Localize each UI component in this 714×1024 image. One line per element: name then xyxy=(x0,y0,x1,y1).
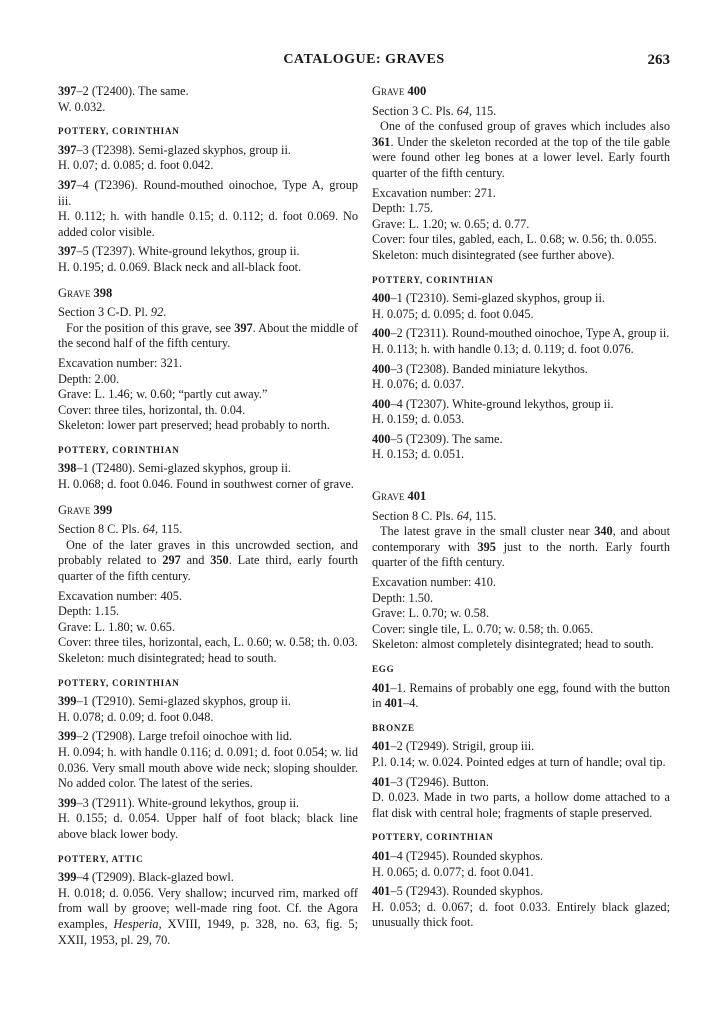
grave-398-section: Section 3 C-D. Pl. 92. xyxy=(58,305,167,320)
entry-401-1: 401–1. Remains of probably one egg, found with the button in 401–4. xyxy=(372,680,670,711)
entry-399-4-measurements: H. 0.018; d. 0.056. Very shallow; incurved rim, marked off from wall by groove; well-made ring foot. Cf. the Agora examples, Hesperia, XVIII, 1949, p. 328, no. 63, fig. 5; XXII, 1953, pl. 29, 70. xyxy=(58,885,358,947)
entry-400-1: 400–1 (T2310). Semi-glazed skyphos, group ii. xyxy=(372,291,605,306)
category-heading: BRONZE xyxy=(372,722,415,733)
grave-400-excavation: Excavation number: 271. xyxy=(372,185,496,200)
entry-397-2-measurements: W. 0.032. xyxy=(58,99,106,114)
entry-400-2-measurements: H. 0.113; h. with handle 0.13; d. 0.119; d. foot 0.076. xyxy=(372,341,634,356)
grave-398-cover: Cover: three tiles, horizontal, th. 0.04. xyxy=(58,402,246,417)
category-heading: POTTERY, CORINTHIAN xyxy=(372,274,494,285)
entry-399-2: 399–2 (T2908). Large trefoil oinochoe with lid. xyxy=(58,729,293,744)
running-head xyxy=(58,52,670,72)
page-number: 263 xyxy=(647,52,670,68)
grave-399-depth: Depth: 1.15. xyxy=(58,604,120,619)
grave-401-depth: Depth: 1.50. xyxy=(372,590,434,605)
entry-400-4: 400–4 (T2307). White-ground lekythos, group ii. xyxy=(372,396,614,411)
category-heading: POTTERY, CORINTHIAN xyxy=(58,444,180,455)
entry-401-4: 401–4 (T2945). Rounded skyphos. xyxy=(372,848,544,863)
grave-heading-400: Grave 400 xyxy=(372,84,427,98)
grave-399-cover: Cover: three tiles, horizontal, each, L. 0.60; w. 0.58; th. 0.03. xyxy=(58,635,358,650)
grave-399-dimensions: Grave: L. 1.80; w. 0.65. xyxy=(58,619,176,634)
category-heading: POTTERY, CORINTHIAN xyxy=(372,832,494,843)
entry-398-1: 398–1 (T2480). Semi-glazed skyphos, group ii. xyxy=(58,461,291,476)
entry-399-3-measurements: H. 0.155; d. 0.054. Upper half of foot black; black line above black lower body. xyxy=(58,811,358,841)
entry-400-1-measurements: H. 0.075; d. 0.095; d. foot 0.045. xyxy=(372,306,534,321)
entry-401-2-measurements: P.l. 0.14; w. 0.024. Pointed edges at turn of handle; oval tip. xyxy=(372,754,666,769)
entry-400-5: 400–5 (T2309). The same. xyxy=(372,431,503,446)
category-heading: POTTERY, CORINTHIAN xyxy=(58,677,180,688)
right-column xyxy=(372,84,670,931)
entry-400-3-measurements: H. 0.076; d. 0.037. xyxy=(372,377,465,392)
grave-398-excavation: Excavation number: 321. xyxy=(58,355,182,370)
grave-401-excavation: Excavation number: 410. xyxy=(372,575,496,590)
entry-400-4-measurements: H. 0.159; d. 0.053. xyxy=(372,412,465,427)
entry-397-5: 397–5 (T2397). White-ground lekythos, group ii. xyxy=(58,244,300,259)
grave-401-cover: Cover: single tile, L. 0.70; w. 0.58; th. 0.065. xyxy=(372,621,594,636)
entry-399-2-measurements: H. 0.094; h. with handle 0.116; d. 0.091; d. foot 0.054; w. lid 0.036. Very small mouth above wide neck; sloping shoulder. No added color. The latest of the series. xyxy=(58,744,358,791)
grave-401-skeleton: Skeleton: almost completely disintegrated; head to south. xyxy=(372,637,654,652)
entry-401-3-measurements: D. 0.023. Made in two parts, a hollow dome attached to a flat disk with central hole; fragments of staple preserved. xyxy=(372,790,670,820)
entry-397-3-measurements: H. 0.07; d. 0.085; d. foot 0.042. xyxy=(58,158,214,173)
grave-398-dimensions: Grave: L. 1.46; w. 0.60; “partly cut away.” xyxy=(58,387,268,402)
entry-397-4-measurements: H. 0.112; h. with handle 0.15; d. 0.112; d. foot 0.069. No added color visible. xyxy=(58,209,358,239)
grave-400-skeleton: Skeleton: much disintegrated (see further above). xyxy=(372,247,615,262)
grave-400-description: One of the confused group of graves which includes also 361. Under the skeleton recorded at the top of the tile gable were found other leg bones at a lower level. Early fourth quarter of the fifth century. xyxy=(372,119,670,180)
grave-399-excavation: Excavation number: 405. xyxy=(58,588,182,603)
grave-399-description: One of the later graves in this uncrowded section, and probably related to 297 and 350. Late third, early fourth quarter of the fifth century. xyxy=(58,537,358,584)
grave-400-cover: Cover: four tiles, gabled, each, L. 0.68; w. 0.56; th. 0.055. xyxy=(372,232,657,247)
category-heading: POTTERY, ATTIC xyxy=(58,853,144,864)
category-heading: POTTERY, CORINTHIAN xyxy=(58,126,180,137)
grave-399-skeleton: Skeleton: much disintegrated; head to south. xyxy=(58,651,277,665)
entry-401-3: 401–3 (T2946). Button. xyxy=(372,774,489,789)
grave-399-section: Section 8 C. Pls. 64, 115. xyxy=(58,522,183,537)
entry-398-1-measurements: H. 0.068; d. foot 0.046. Found in southwest corner of grave. xyxy=(58,477,354,492)
entry-401-2: 401–2 (T2949). Strigil, group iii. xyxy=(372,739,535,754)
entry-400-2: 400–2 (T2311). Round-mouthed oinochoe, Type A, group ii. xyxy=(372,326,670,341)
entry-399-3: 399–3 (T2911). White-ground lekythos, group ii. xyxy=(58,795,300,810)
entry-400-3: 400–3 (T2308). Banded miniature lekythos. xyxy=(372,361,588,376)
entry-401-4-measurements: H. 0.065; d. 0.077; d. foot 0.041. xyxy=(372,864,534,879)
entry-401-5-measurements: H. 0.053; d. 0.067; d. foot 0.033. Entirely black glazed; unusually thick foot. xyxy=(372,899,670,930)
page-title: CATALOGUE: GRAVES xyxy=(283,52,445,67)
grave-401-description: The latest grave in the small cluster near 340, and about contemporary with 395 just to the north. Early fourth quarter of the fifth century. xyxy=(372,524,670,570)
entry-397-2: 397–2 (T2400). The same. xyxy=(58,84,189,98)
entry-399-1-measurements: H. 0.078; d. 0.09; d. foot 0.048. xyxy=(58,709,214,724)
entry-399-4: 399–4 (T2909). Black-glazed bowl. xyxy=(58,870,234,885)
grave-heading-401: Grave 401 xyxy=(372,489,427,504)
entry-399-1: 399–1 (T2910). Semi-glazed skyphos, group ii. xyxy=(58,694,291,709)
entry-397-4: 397–4 (T2396). Round-mouthed oinochoe, Type A, group iii. xyxy=(58,177,358,208)
left-column xyxy=(58,84,358,948)
entry-397-3: 397–3 (T2398). Semi-glazed skyphos, group ii. xyxy=(58,142,291,157)
entry-401-5: 401–5 (T2943). Rounded skyphos. xyxy=(372,884,544,899)
grave-401-section: Section 8 C. Pls. 64, 115. xyxy=(372,508,497,523)
grave-401-dimensions: Grave: L. 0.70; w. 0.58. xyxy=(372,606,490,621)
grave-400-dimensions: Grave: L. 1.20; w. 0.65; d. 0.77. xyxy=(372,216,530,231)
grave-heading-398: Grave 398 xyxy=(58,285,113,300)
grave-heading-399: Grave 399 xyxy=(58,502,113,517)
grave-398-depth: Depth: 2.00. xyxy=(58,371,120,386)
grave-400-section: Section 3 C. Pls. 64, 115. xyxy=(372,103,497,118)
entry-400-5-measurements: H. 0.153; d. 0.051. xyxy=(372,447,465,462)
category-heading: EGG xyxy=(372,664,395,674)
grave-398-skeleton: Skeleton: lower part preserved; head probably to north. xyxy=(58,418,330,433)
grave-400-depth: Depth: 1.75. xyxy=(372,201,434,216)
entry-397-5-measurements: H. 0.195; d. 0.069. Black neck and all-black foot. xyxy=(58,259,302,274)
grave-398-description: For the position of this grave, see 397. About the middle of the second half of the fifth century. xyxy=(58,320,358,351)
